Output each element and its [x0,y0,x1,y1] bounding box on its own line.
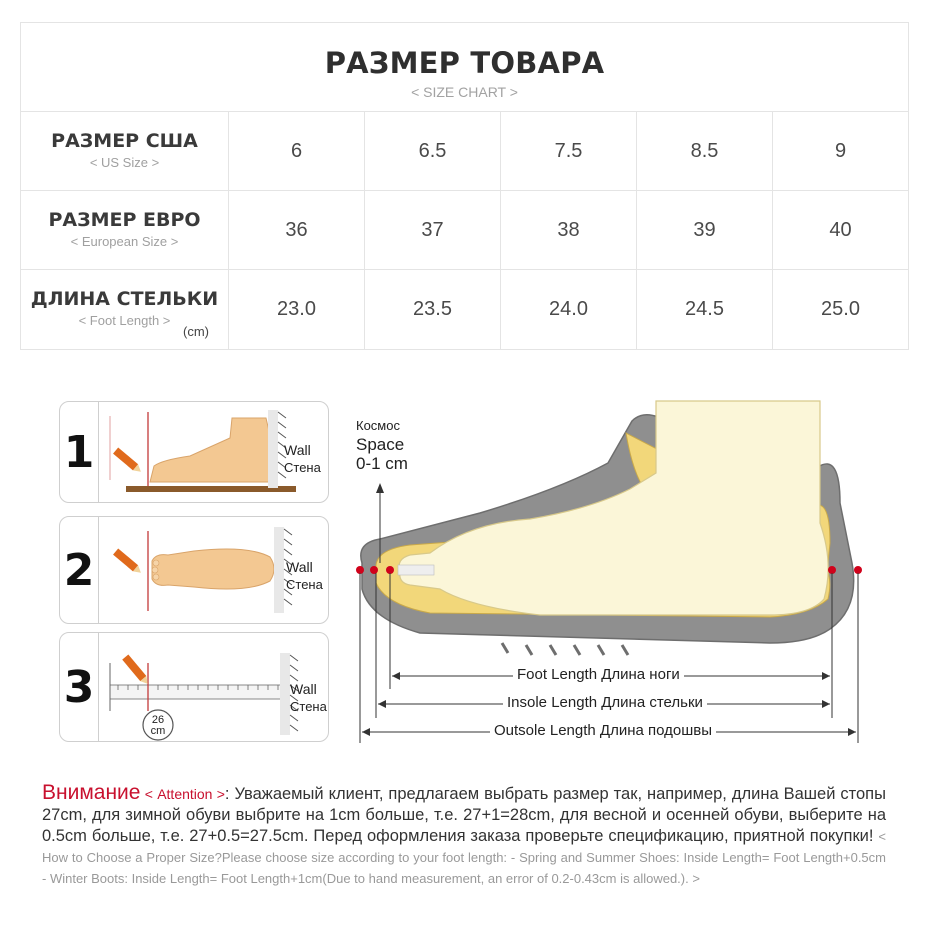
table-cell: 9 [834,139,847,162]
table-row-euro-size [21,191,908,270]
row-unit: (cm) [183,324,209,339]
table-cell: 40 [829,218,852,241]
wall-label [284,442,321,476]
row-header [21,191,229,269]
row-label: РАЗМЕР ЕВРО [48,209,201,231]
table-cell: 7.5 [501,112,637,190]
attention-notice [42,782,886,889]
outsole-length-label: Outsole Length Длина подошвы [490,722,716,739]
space-label-ru: Космос [356,418,400,433]
measure-value: 26 [151,714,165,726]
table-cell: 24.5 [637,270,773,349]
table-row-us-size [21,112,908,191]
size-chart-table [20,22,909,350]
insole-length-label: Insole Length Длина стельки [503,694,707,711]
wall-label [290,681,327,715]
size-chart-header [21,23,908,112]
table-cell: 39 [637,191,773,269]
attention-title-en: < Attention > [140,786,225,802]
attention-title-ru: Внимание [42,781,141,804]
row-sublabel: < US Size > [89,155,160,170]
table-cell: 23.5 [365,270,501,349]
step-number: 2 [63,544,95,596]
space-value: 0-1 cm [356,454,408,473]
wall-label-en: Wall [286,559,313,575]
row-label: ДЛИНА СТЕЛЬКИ [30,288,219,310]
step-number: 3 [63,661,95,713]
wall-label-en: Wall [284,442,311,458]
wall-label-en: Wall [290,681,317,697]
table-cell: 36 [229,191,365,269]
table-cell: 8.5 [637,112,773,190]
table-row-foot-length [21,270,908,349]
table-cell: 25.0 [821,298,860,320]
step-number-cell [60,633,99,741]
measure-step-2 [59,516,329,624]
row-sublabel: < European Size > [70,234,179,249]
step-number-cell [60,402,99,502]
table-cell: 38 [501,191,637,269]
measure-step-1 [59,401,329,503]
measure-unit: cm [150,725,166,737]
row-sublabel: < Foot Length > [78,313,171,328]
table-cell: 6.5 [365,112,501,190]
step-number: 1 [63,426,95,478]
table-cell: 24.0 [501,270,637,349]
step-number-cell [60,517,99,623]
size-chart-subtitle: < SIZE CHART > [411,84,518,100]
wall-label-ru: Стена [284,460,321,475]
size-chart-title: РАЗМЕР ТОВАРА [324,46,605,80]
space-label [356,416,408,473]
wall-label-ru: Стена [286,577,323,592]
attention-text-ru: : Уважаемый клиент, предлагаем выбрать размер так, например, длина Вашей стопы 27cm, для зимной обуви выбрите на 1cm больше, т.е. 27+1=28cm, для весной и осенней обуви, выберите на 0.5cm больше, т.е. 27+0.5=27.5cm. Перед оформления заказа проверьте спецификацию, приятной покупки! [42,785,886,845]
row-header [21,112,229,190]
attention-text-en: < How to Choose a Proper Size?Please choose size according to your foot length: - Spring and Summer Shoes: Inside Length= Foot Length+0.5cm - Winter Boots: Inside Length= Foot Length+1cm(Due to hand measurement, an error of 0.2-0.43cm is allowed.). > [42,829,886,886]
table-cell: 23.0 [229,270,365,349]
table-cell: 6 [229,112,365,190]
space-label-en: Space [356,435,405,454]
table-cell: 37 [365,191,501,269]
row-header [21,270,229,349]
foot-length-label: Foot Length Длина ноги [513,666,684,683]
wall-label-ru: Стена [290,699,327,714]
wall-label [286,559,323,593]
row-label: РАЗМЕР США [51,130,198,152]
measure-step-3 [59,632,329,742]
